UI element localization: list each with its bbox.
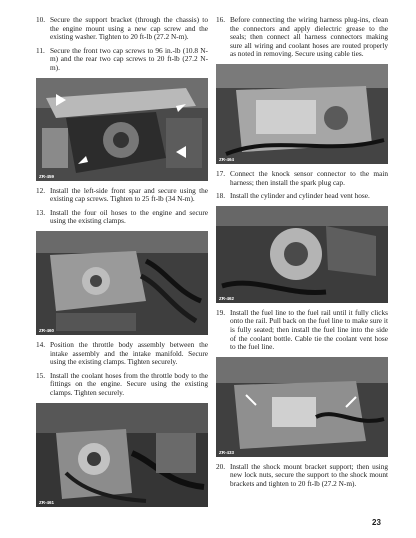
figure-caption: ZR-462 bbox=[219, 295, 235, 301]
engine-photo-zr464 bbox=[216, 64, 388, 164]
figure-caption: ZR-464 bbox=[219, 156, 235, 162]
step-13 bbox=[36, 209, 208, 226]
figure-caption: ZR-460 bbox=[39, 327, 55, 333]
step-number: 14. bbox=[36, 339, 46, 349]
step-number: 13. bbox=[36, 207, 46, 217]
step-number: 11. bbox=[36, 45, 45, 55]
step-17 bbox=[216, 170, 388, 187]
step-text: Secure the front two cap screws to 96 in.-lb (10.8 N-m) and the rear two cap screws to 20 ft-lb (27.2 N-m). bbox=[50, 45, 208, 72]
engine-photo-zr459 bbox=[36, 78, 208, 181]
step-text: Install the four oil hoses to the engine and secure using the existing clamps. bbox=[50, 207, 208, 226]
step-18 bbox=[216, 192, 388, 201]
step-20 bbox=[216, 463, 388, 489]
engine-photo-zr460 bbox=[36, 231, 208, 335]
step-text: Install the coolant hoses from the throttle body to the fittings on the engine. Secure using the existing clamps. Tighten securely. bbox=[50, 370, 208, 397]
step-text: Position the throttle body assembly between the intake assembly and the intake manifold. Secure using the existing clamps. Tighten securely. bbox=[50, 339, 208, 367]
figure-caption: ZR-461 bbox=[39, 499, 55, 505]
step-number: 15. bbox=[36, 370, 46, 380]
figure-caption: ZR-433 bbox=[219, 449, 235, 455]
step-text: Connect the knock sensor connector to the main harness; then install the spark plug cap. bbox=[230, 168, 388, 187]
step-number: 10. bbox=[36, 15, 46, 24]
step-15 bbox=[36, 372, 208, 398]
step-text: Install the cylinder and cylinder head vent hose. bbox=[230, 191, 370, 201]
right-column bbox=[216, 16, 388, 494]
step-14 bbox=[36, 341, 208, 367]
step-number: 16. bbox=[216, 15, 226, 24]
step-text: Install the fuel line to the fuel rail until it fully clicks onto the rail. Pull back on the fuel line to make sure it is fully seated; then install the fuel line into the side of the coolant bottle. Cable tie the coolant vent hose to the fuel line. bbox=[230, 307, 388, 352]
page-number: 23 bbox=[372, 518, 381, 527]
step-number: 18. bbox=[216, 191, 226, 201]
step-16 bbox=[216, 16, 388, 59]
step-19 bbox=[216, 309, 388, 352]
step-text: Install the left-side front spar and secure using the existing cap screws. Tighten to 25 ft-lb (34 N-m). bbox=[50, 185, 208, 204]
step-number: 20. bbox=[216, 461, 226, 471]
step-11 bbox=[36, 47, 208, 73]
engine-photo-zr462 bbox=[216, 206, 388, 303]
left-column bbox=[36, 16, 208, 513]
step-number: 12. bbox=[36, 185, 46, 195]
engine-photo-zr461 bbox=[36, 403, 208, 507]
step-text: Install the shock mount bracket support; then using new lock nuts, secure the support to the shock mount brackets and tighten to 20 ft-lb (27.2 N-m). bbox=[230, 461, 388, 488]
step-10 bbox=[36, 16, 208, 42]
step-text: Before connecting the wiring harness plug-ins, clean the connectors and apply dielectric grease to the seals; then connect all harness connectors making sure all wiring and coolant hoses are routed properly as noted in removing. Secure using cable ties. bbox=[230, 15, 388, 59]
step-text: Secure the support bracket (through the chassis) to the engine mount using a new cap screw and the existing washer. Tighten to 20 ft-lb (27.2 N-m). bbox=[50, 15, 208, 42]
step-number: 17. bbox=[216, 168, 226, 178]
step-number: 19. bbox=[216, 307, 226, 317]
figure-caption: ZR-459 bbox=[39, 173, 55, 179]
step-12 bbox=[36, 187, 208, 204]
engine-photo-zr433 bbox=[216, 357, 388, 457]
